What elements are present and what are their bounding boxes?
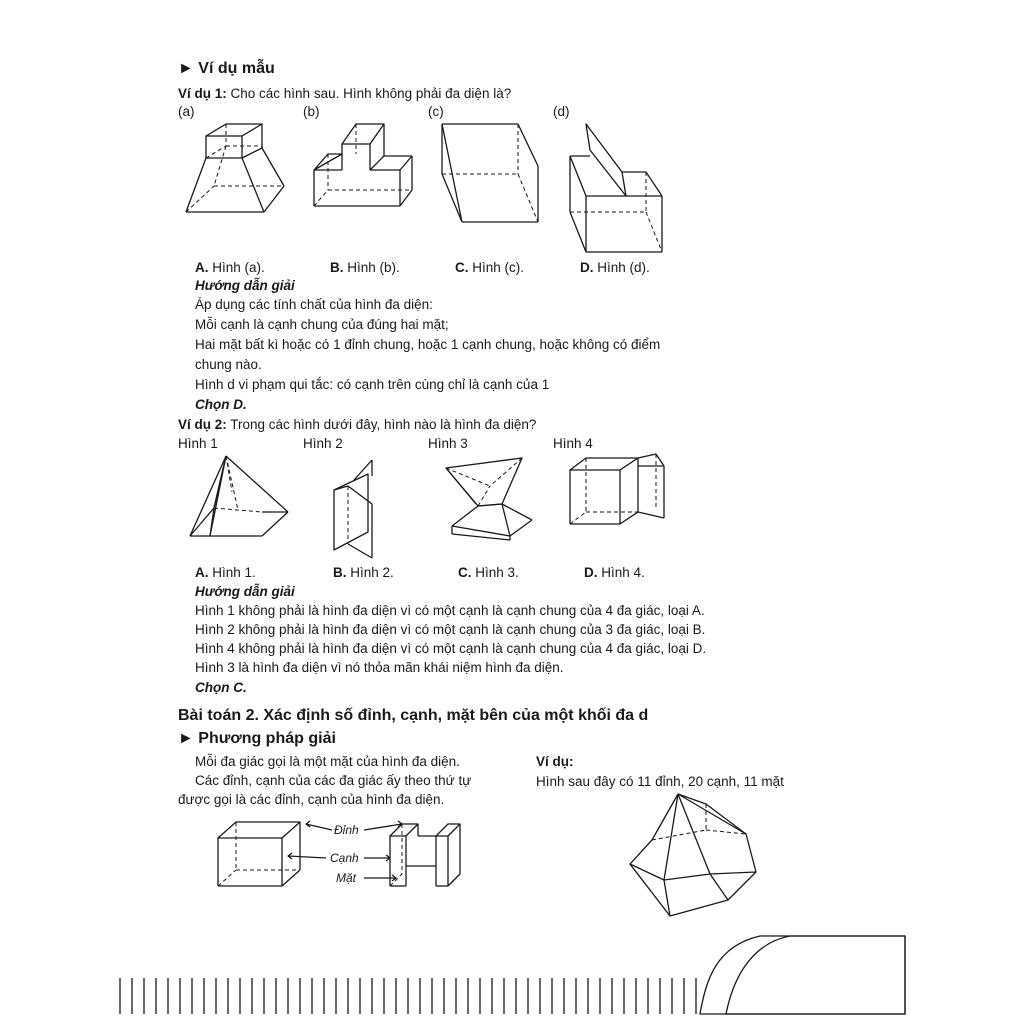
example-text: Hình sau đây có 11 đỉnh, 20 cạnh, 11 mặt: [536, 774, 784, 789]
page-number: 221: [814, 947, 846, 968]
ex2-option-a: A. Hình 1.: [195, 565, 256, 580]
example-2-label: Ví dụ 2:: [178, 417, 227, 432]
figure-hinh-2-folded-planes: [324, 452, 394, 562]
ex2-guide-line: Hình 2 không phải là hình đa diện vì có một cạnh là cạnh chung của 3 đa giác, loại B.: [195, 622, 706, 637]
figure-c-cube: [436, 118, 546, 228]
ex2-option-b: B. Hình 2.: [333, 565, 394, 580]
ex1-guide-title: Hướng dẫn giải: [195, 278, 295, 293]
example-2-question: [178, 417, 536, 432]
ex2-option-c: C. Hình 3.: [458, 565, 519, 580]
example-2-question-text: Trong các hình dưới đây, hình nào là hình đa diện?: [226, 417, 537, 432]
method-line: được gọi là các đỉnh, cạnh của hình đa diện.: [178, 792, 445, 807]
example-label: Ví dụ:: [536, 754, 574, 769]
fig-label-b: (b): [303, 104, 320, 119]
method-line: Các đỉnh, cạnh của các đa giác ấy theo thứ tự: [195, 773, 472, 788]
callout-canh: Cạnh: [330, 851, 359, 865]
example-1-question: [178, 86, 511, 101]
ex2-answer: Chọn C.: [195, 680, 247, 695]
fig-label-d: (d): [553, 104, 570, 119]
fig-label-hinh-4: Hình 4: [553, 436, 593, 451]
ex2-guide-title: Hướng dẫn giải: [195, 584, 295, 599]
ex1-answer: Chọn D.: [195, 397, 247, 412]
figure-b-step-block: [308, 118, 418, 213]
fig-label-a: (a): [178, 104, 195, 119]
ex2-guide-line: Hình 4 không phải là hình đa diện vì có một cạnh là cạnh chung của 4 đa giác, loại D.: [195, 641, 707, 656]
figure-hinh-3-twisted-solid: [442, 452, 542, 542]
ex2-option-d: D. Hình 4.: [584, 565, 645, 580]
figure-a-frustum-with-box: [180, 118, 290, 218]
method-heading: ► Phương pháp giải: [178, 730, 336, 747]
example-1-label: Ví dụ 1:: [178, 86, 227, 101]
fig-label-hinh-3: Hình 3: [428, 436, 468, 451]
fig-label-hinh-1: Hình 1: [178, 436, 218, 451]
figure-11-vertex-polyhedron: [624, 790, 764, 920]
ex2-guide-line: Hình 3 là hình đa diện vì nó thỏa mãn khái niệm hình đa diện.: [195, 660, 564, 675]
ex1-guide-line: Mỗi cạnh là cạnh chung của đúng hai mặt;: [195, 317, 449, 332]
figure-hinh-1-pyramid-prism: [184, 452, 294, 542]
ex1-option-b: B. Hình (b).: [330, 260, 400, 275]
fig-label-c: (c): [428, 104, 444, 119]
method-line: Mỗi đa giác gọi là một mặt của hình đa diện.: [195, 754, 460, 769]
callout-dinh: Đỉnh: [334, 823, 359, 837]
section-heading-bai-toan-2: Bài toán 2. Xác định số đỉnh, cạnh, mặt bên của một khối đa d: [178, 707, 649, 724]
ex1-guide-line: Áp dụng các tính chất của hình đa diện:: [195, 297, 433, 312]
fig-label-hinh-2: Hình 2: [303, 436, 343, 451]
ex1-option-c: C. Hình (c).: [455, 260, 525, 275]
ex1-option-d: D. Hình (d).: [580, 260, 650, 275]
ex1-guide-line: Hình d vi phạm qui tắc: có cạnh trên cùng chỉ là cạnh của 1: [195, 377, 550, 392]
callout-mat: Mặt: [336, 871, 357, 885]
figure-d-cube-with-plate: [564, 118, 668, 258]
example-1-question-text: Cho các hình sau. Hình không phải đa diện là?: [226, 86, 512, 101]
figure-hinh-4-cube-and-prism: [564, 452, 674, 532]
ex1-option-a: A. Hình (a).: [195, 260, 265, 275]
ex1-guide-line: chung nào.: [195, 357, 262, 372]
ex1-guide-line: Hai mặt bất kì hoặc có 1 đỉnh chung, hoặc 1 cạnh chung, hoặc không có điểm: [195, 337, 661, 352]
section-heading-vi-du-mau: ► Ví dụ mẫu: [178, 60, 275, 77]
ex2-guide-line: Hình 1 không phải là hình đa diện vì có một cạnh là cạnh chung của 4 đa giác, loại A.: [195, 603, 705, 618]
